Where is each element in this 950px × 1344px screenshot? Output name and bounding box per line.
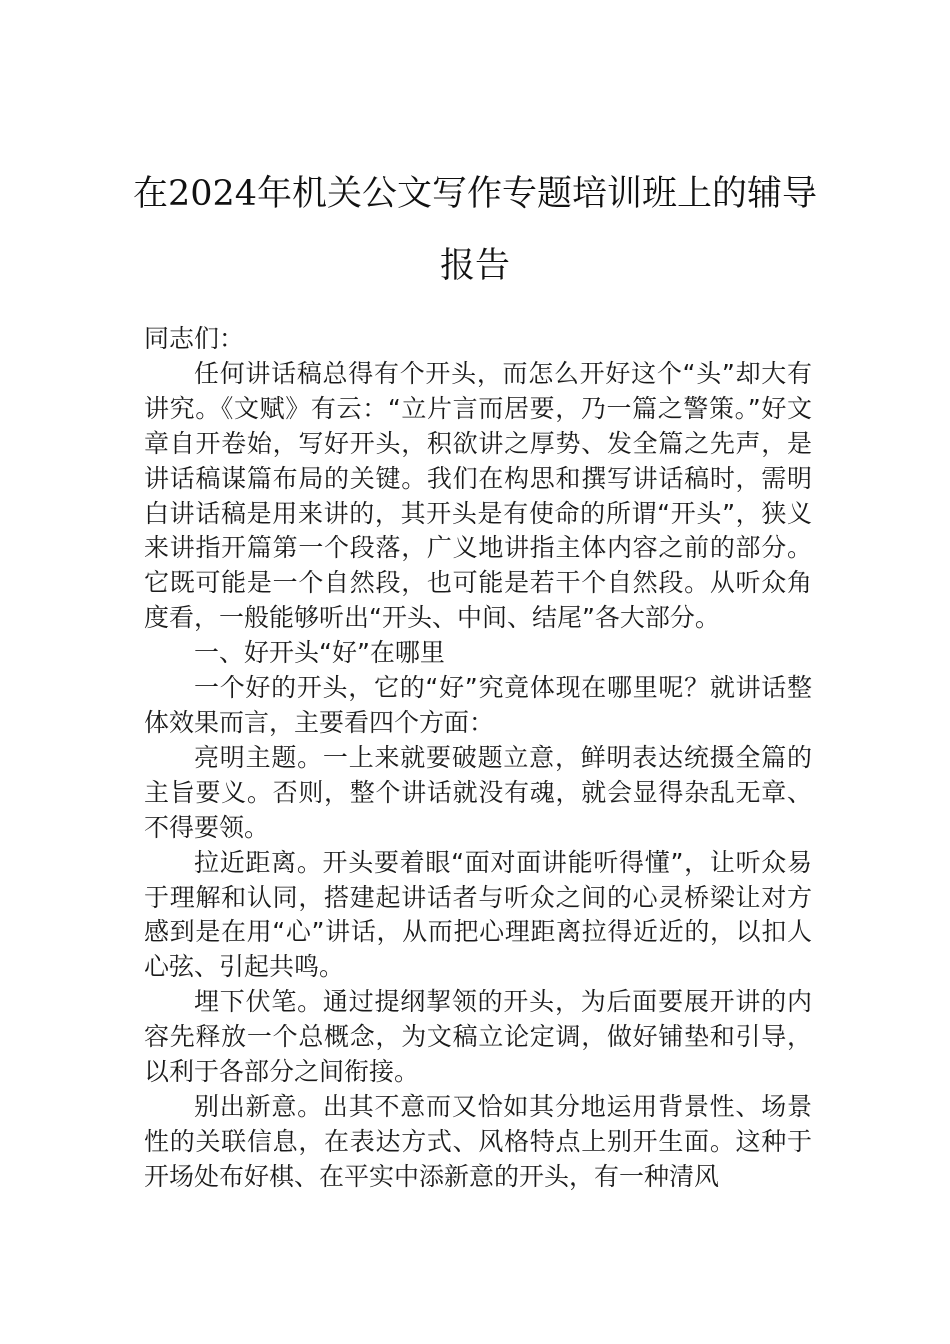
section-heading: 一、好开头“好”在哪里 xyxy=(194,638,445,668)
document-body xyxy=(144,322,812,1195)
document-title: 在2024年机关公文写作专题培训班上的辅导报告 xyxy=(132,174,818,286)
salutation: 同志们： xyxy=(144,324,245,353)
paragraph: 拉近距离。开头要着眼“面对面讲能听得懂”，让听众易于理解和认同，搭建起讲话者与听众之间的心灵桥梁让对方感到是在用“心”讲话，从而把心理距离拉得近近的，以扣人心弦、引起共鸣。 xyxy=(144,847,812,982)
paragraph-intro: 任何讲话稿总得有个开头，而怎么开好这个“头”却大有讲究。《文赋》有云：“立片言而居要，乃一篇之警策。”好文章自开卷始，写好开头，积欲讲之厚势、发全篇之先声，是讲话稿谋篇布局的关键。我们在构思和撰写讲话稿时，需明白讲话稿是用来讲的，其开头是有使命的所谓“开头”，狭义来讲指开篇第一个段落，广义地讲指主体内容之前的部分。它既可能是一个自然段，也可能是若干个自然段。从听众角度看，一般能够听出“开头、中间、结尾”各大部分。 xyxy=(144,358,812,633)
paragraph: 埋下伏笔。通过提纲挈领的开头，为后面要展开讲的内容先释放一个总概念，为文稿立论定调，做好铺垫和引导，以利于各部分之间衔接。 xyxy=(144,987,812,1087)
paragraph: 一个好的开头，它的“好”究竟体现在哪里呢？就讲话整体效果而言，主要看四个方面： xyxy=(144,673,812,737)
paragraph: 别出新意。出其不意而又恰如其分地运用背景性、场景性的关联信息，在表达方式、风格特点上别开生面。这种于开场处布好棋、在平实中添新意的开头，有一种清风 xyxy=(144,1091,812,1191)
paragraph: 亮明主题。一上来就要破题立意，鲜明表达统摄全篇的主旨要义。否则，整个讲话就没有魂，就会显得杂乱无章、不得要领。 xyxy=(144,742,812,842)
